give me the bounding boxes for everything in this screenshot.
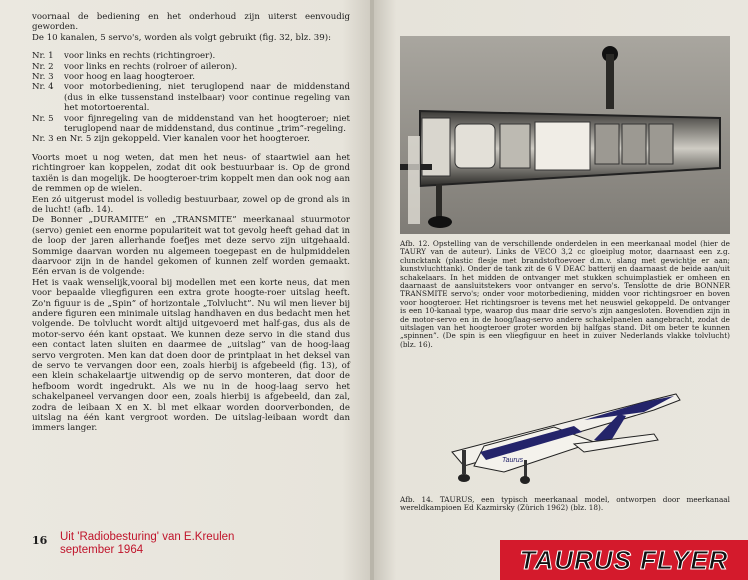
credit-line: Uit 'Radiobesturing' van E.Kreulen [60,531,235,543]
left-text [32,12,350,434]
figure-caption: Afb. 14. TAURUS, een typisch meerkanaal model, ontworpen door meerkanaal wereldkampioen Ed Kazmirsky (Zürich 1962) (blz. 18). [400,495,730,513]
channel-item: Nr. 5 voor fijnregeling van de middenstand van het hoogteroer; niet teruglopend naar de middenstand, dus continue „trim”-regeling. [32,113,350,135]
source-credit [60,531,234,557]
body-paragraph: Een zó uitgerust model is volledig bestuurbaar, zowel op de grond als in de lucht! (afb. 14). [32,194,350,215]
body-paragraph: Voorts moet u nog weten, dat men het neus- of staartwiel aan het richtingroer kan koppelen, zodat dit ook bestuurbaar is. Op de grond taxiën is dan mogelijk. De hoogteroer-trim koppelt men dan ook nog aan de remmen op de wielen. [32,152,350,195]
taurus-model-photo [444,382,684,490]
channel-item: Nr. 2 voor links en rechts (rolroer of aileron). [32,61,238,72]
fuselage-illustration [400,36,730,234]
channel-item: Nr. 4 voor motorbediening, niet teruglopend naar de middenstand (dus in elke tussenstand instelbaar) voor continue regeling van het motortoerental. [32,82,350,114]
taurus-badge: Taurus [502,457,524,464]
page-number: 16 [32,534,48,547]
coupled-note: Nr. 3 en Nr. 5 zijn gekoppeld. Vier kanalen voor het hoogteroer. [32,134,310,145]
channel-item: Nr. 3 voor hoog en laag hoogteroer. [32,72,195,83]
channel-item: Nr. 1 voor links en rechts (richtingroer). [32,51,216,62]
taurus-plane-illustration [444,382,684,490]
body-paragraph: Het is vaak wenselijk,vooral bij modellen met een korte neus, dat men voor bepaalde vliegfiguren een extra grote hoogte-roer uitslag heeft. Zo'n figuur is de „Spin” of horizontale „Tolvlucht”. Nu wil men liever bij andere figuren een minimale uitslag handhaven en dus bedacht men het volgende. De tolvlucht wordt altijd uitgevoerd met half-gas, dus als de motor-servo één kant opstaat. We kunnen deze servo in die stand dus een contact laten sluiten en daarmee de „uitslag” van de hoog-laag servo vergroten. Men kan dat doen door de printplaat in het deksel van de servo te vervangen door een, zoals hierbij is afgebeeld (fig. 13), of een klein schakelaartje uitwendig op de servo monteren, dat door de hefboom wordt ingedrukt. Als we nu in de hoog-laag servo het schakelpaneel vervangen door een, zoals hierbij is afgebeeld, dan zal, zodra de leibaan X en X. bl met elkaar worden doorverbonden, de uitslag na één kant vergroot worden. De uitslag-leibaan wordt dan immers langer. [32,277,350,434]
credit-line: september 1964 [60,544,144,556]
fuselage-photo [400,36,730,234]
channels-intro: De 10 kanalen, 5 servo's, worden als volgt gebruikt (fig. 32, blz. 39): [32,32,331,43]
page-footer [32,526,352,566]
taurus-flyer-banner [500,540,748,580]
body-paragraph: De Bonner „DURAMITE” en „TRANSMITE” meerkanaal stuurmotor (servo) geniet een enorme populariteit wat tot gevolg heeft gehad dat in de loop der jaren allerhande foefjes met deze servo zijn uitgehaald. Sommige daarvan worden nu algemeen toegepast en de hulpmiddelen daarvoor zijn in de handel gekomen of kunnen zelf worden gemaakt. Eén ervan is de volgende: [32,215,350,278]
left-page [0,0,372,580]
figure-caption: Afb. 12. Opstelling van de verschillende onderdelen in een meerkanaal model (hier de TAURY van de auteur). Links de VECO 3,2 cc gloeiplug motor, daarnaast een z.g. cluncktank (plastic flesje met brandstoftoevoer d.m.v. slang met gewichtje er aan; kunstvluchttank). Onder de tank zit de 6 V DEAC batterij en daarnaast de beide aan/uit schakelaars. In het midden de ontvanger met stukken schuimplastiek er omheen en daarnaast de aansluitstekers voor ontvanger en servo's. Tenslotte de drie BONNER TRANSMITE servo's; onder voor motorbediening, midden voor richtingsroer en boven voor hoogteroer. Het richtingsroer is tevens met het neuswiel gekoppeld. De ontvanger is een 10-kanaal type, waarop dus maar drie servo's zijn aangesloten. Bovendien zijn in de motor-servo en in de hoog/laag-servo andere schakelpanelen aangebracht, zodat de uitslagen van het hoogteroer groter worden bij halfgas stand. Dit om beter te kunnen „spinnen”. (De spin is een vliegfiguur en heet in zuiver Nederlands vlakke tolvlucht) (blz. 16). [400,239,730,349]
banner-title: TAURUS FLYER [519,544,729,575]
right-page [374,0,748,580]
intro-paragraph: voornaal de bediening en het onderhoud zijn uiterst eenvoudig geworden. [32,12,350,33]
